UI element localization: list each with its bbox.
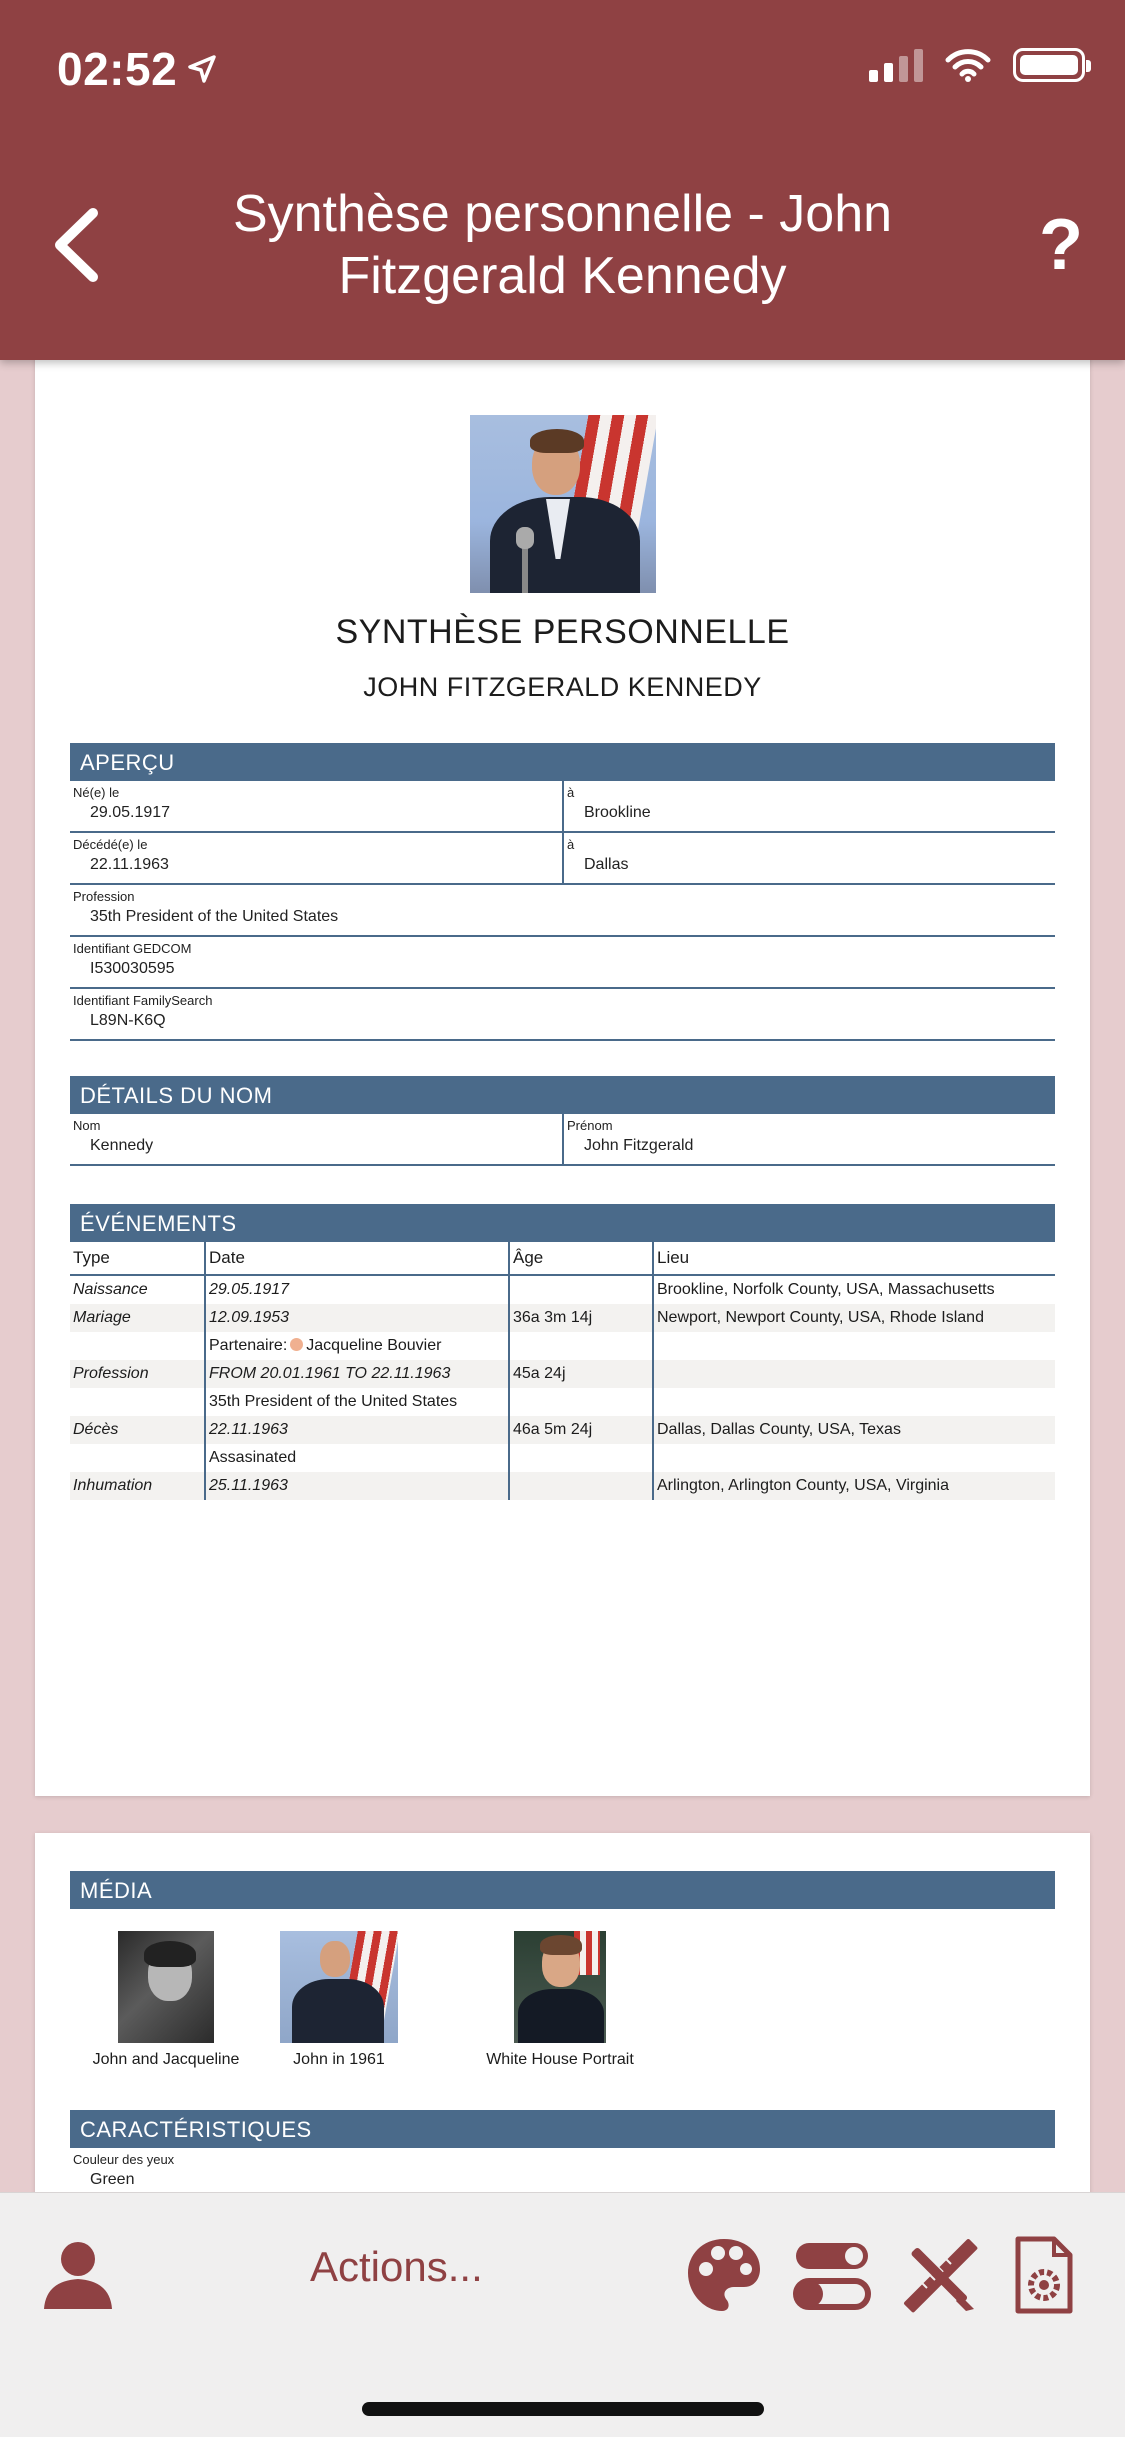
- report-page-1: [35, 330, 1090, 1796]
- cellular-signal-icon: [869, 48, 923, 82]
- gedcom-row: [70, 937, 1055, 989]
- event-place-cell: Newport, Newport County, USA, Rhode Island: [653, 1304, 1055, 1332]
- event-type-cell: [70, 1444, 205, 1472]
- event-type-cell: Profession: [70, 1360, 205, 1388]
- eye-color-row: [70, 2148, 1055, 2198]
- event-row: [70, 1275, 1055, 1304]
- section-header-characteristics: CARACTÉRISTIQUES: [70, 2110, 1055, 2148]
- event-date-cell: 29.05.1917: [205, 1275, 509, 1304]
- event-place-cell: [653, 1444, 1055, 1472]
- event-date-cell: 12.09.1953: [205, 1304, 509, 1332]
- document-settings-icon[interactable]: [1012, 2235, 1076, 2315]
- event-age-cell: 45a 24j: [509, 1360, 653, 1388]
- familysearch-row: [70, 989, 1055, 1041]
- event-date-cell: Assasinated: [205, 1444, 509, 1472]
- battery-icon: [1013, 48, 1085, 82]
- tools-icon[interactable]: [900, 2235, 980, 2315]
- column-header-date: Date: [205, 1242, 509, 1275]
- column-header-age: Âge: [509, 1242, 653, 1275]
- event-place-cell: [653, 1360, 1055, 1388]
- wifi-icon: [945, 48, 991, 82]
- section-header-events: ÉVÉNEMENTS: [70, 1204, 1055, 1242]
- home-indicator: [362, 2402, 764, 2416]
- event-age-cell: [509, 1275, 653, 1304]
- event-row: [70, 1360, 1055, 1388]
- birth-row: [70, 781, 1055, 833]
- column-header-place: Lieu: [653, 1242, 1055, 1275]
- bottom-toolbar: [0, 2192, 1125, 2437]
- media-thumbnail[interactable]: [514, 1931, 606, 2043]
- event-place-cell: Dallas, Dallas County, USA, Texas: [653, 1416, 1055, 1444]
- birth-date-field: Né(e) le 29.05.1917: [73, 785, 171, 821]
- event-type-cell: Mariage: [70, 1304, 205, 1332]
- event-place-cell: [653, 1332, 1055, 1360]
- media-thumbnail[interactable]: [118, 1931, 214, 2043]
- event-row: [70, 1388, 1055, 1416]
- event-type-cell: Naissance: [73, 1281, 148, 1298]
- death-place-field: à Dallas: [562, 833, 1057, 883]
- media-caption: John and Jacqueline: [92, 2051, 240, 2068]
- event-date-cell: Partenaire: Jacqueline Bouvier: [205, 1332, 509, 1360]
- partner-dot-icon: [290, 1338, 303, 1351]
- section-header-overview: APERÇU: [70, 743, 1055, 781]
- navigation-bar: [0, 0, 1125, 360]
- profession-field: Profession 35th President of the United States: [73, 889, 339, 925]
- event-age-cell: [509, 1388, 653, 1416]
- gedcom-id-field: Identifiant GEDCOM I530030595: [73, 941, 192, 977]
- event-row: [70, 1416, 1055, 1444]
- event-age-cell: [509, 1472, 653, 1500]
- media-thumbnail[interactable]: [280, 1931, 398, 2043]
- event-row: [70, 1332, 1055, 1360]
- media-item[interactable]: [91, 1931, 241, 2069]
- page-title: Synthèse personnelle - John Fitzgerald Kennedy: [232, 185, 893, 305]
- profession-row: [70, 885, 1055, 937]
- event-date-cell: FROM 20.01.1961 TO 22.11.1963: [205, 1360, 509, 1388]
- location-arrow-icon: [187, 54, 217, 84]
- actions-button[interactable]: Actions...: [310, 2243, 483, 2290]
- status-time: [57, 42, 217, 96]
- status-icons: [869, 48, 1085, 82]
- event-date-cell: 25.11.1963: [205, 1472, 509, 1500]
- section-header-media: MÉDIA: [70, 1871, 1055, 1909]
- event-type-cell: Décès: [70, 1416, 205, 1444]
- media-item[interactable]: [264, 1931, 414, 2069]
- event-place-cell: Brookline, Norfolk County, USA, Massachusetts: [653, 1275, 1055, 1304]
- section-header-name-details: DÉTAILS DU NOM: [70, 1076, 1055, 1114]
- birth-place-field: à Brookline: [562, 781, 1057, 831]
- first-name-field: Prénom John Fitzgerald: [562, 1114, 1057, 1164]
- portrait-photo: [470, 415, 656, 593]
- person-icon[interactable]: [38, 2235, 118, 2315]
- events-header-row: [70, 1242, 1055, 1275]
- event-age-cell: [509, 1332, 653, 1360]
- report-title: SYNTHÈSE PERSONNELLE: [335, 613, 790, 651]
- clock-text: 02:52: [57, 43, 178, 95]
- events-table: [70, 1242, 1055, 1500]
- back-chevron-icon[interactable]: [48, 205, 108, 285]
- event-place-cell: [653, 1388, 1055, 1416]
- event-row: [70, 1444, 1055, 1472]
- event-type-cell: [70, 1388, 205, 1416]
- person-name: JOHN FITZGERALD KENNEDY: [363, 672, 762, 702]
- media-item[interactable]: [485, 1931, 635, 2069]
- help-button[interactable]: ?: [1039, 205, 1083, 285]
- name-row: [70, 1114, 1055, 1166]
- report-page-2: [35, 1833, 1090, 2233]
- familysearch-id-field: Identifiant FamilySearch L89N-K6Q: [73, 993, 213, 1029]
- event-age-cell: [509, 1444, 653, 1472]
- event-type-cell: [70, 1332, 205, 1360]
- death-date-field: Décédé(e) le 22.11.1963: [73, 837, 169, 873]
- column-header-type: Type: [70, 1242, 205, 1275]
- last-name-field: Nom Kennedy: [73, 1118, 154, 1154]
- palette-icon[interactable]: [684, 2235, 764, 2315]
- eye-color-field: Couleur des yeux Green: [73, 2152, 175, 2188]
- death-row: [70, 833, 1055, 885]
- event-row: [70, 1472, 1055, 1500]
- event-age-cell: 36a 3m 14j: [509, 1304, 653, 1332]
- event-place-cell: Arlington, Arlington County, USA, Virginia: [653, 1472, 1055, 1500]
- event-age-cell: 46a 5m 24j: [509, 1416, 653, 1444]
- media-caption: White House Portrait: [486, 2051, 634, 2068]
- media-caption: John in 1961: [293, 2051, 385, 2068]
- toggles-icon[interactable]: [792, 2235, 872, 2315]
- event-date-cell: 35th President of the United States: [205, 1388, 509, 1416]
- event-type-cell: Inhumation: [70, 1472, 205, 1500]
- event-row: [70, 1304, 1055, 1332]
- event-date-cell: 22.11.1963: [205, 1416, 509, 1444]
